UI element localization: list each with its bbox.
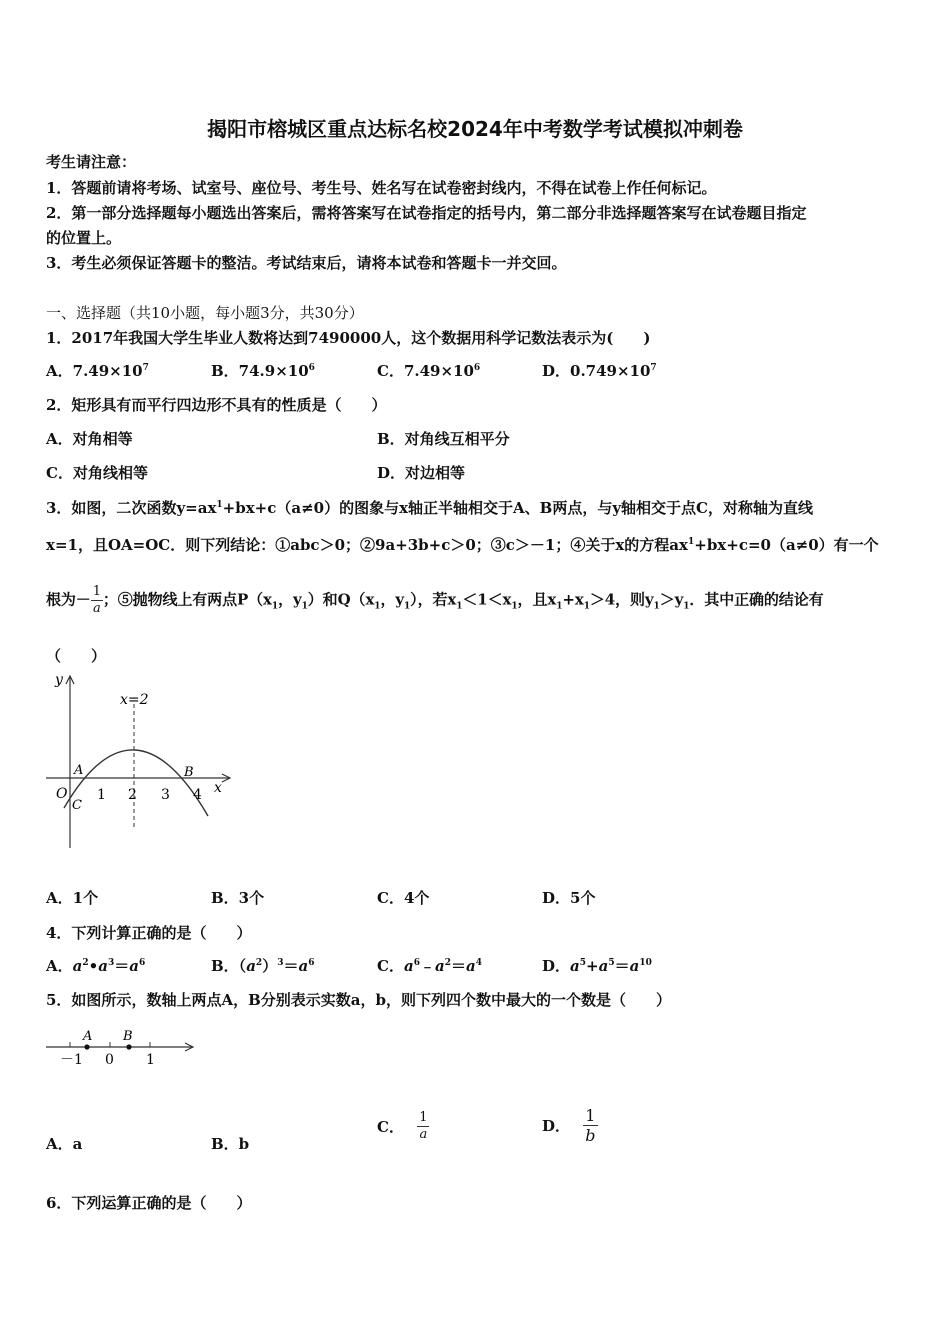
notice-heading: 考生请注意： [46,153,137,171]
q3-option-c: C．4个 [377,889,430,907]
q2-option-b: B．对角线互相平分 [377,430,510,448]
q1-option-c: C．$7.49\times 10^6$ [377,362,481,380]
point-a-dot [84,1044,89,1049]
q3-line-3: 根为－ $\frac{1}{a}$ ；⑤抛物线上有两点$P(x_1$，$y_1$）和$Q(x_1$，$y_1$），若$x_1<1<x_1$，且$x_1+x_1>4$，则$y_1>y_1$．其中正确的结论有 [46,584,824,616]
tick-3: 3 [161,787,170,803]
notice-item-1: 1．答题前请将考场、试室号、座位号、考生号、姓名写在试卷密封线内，不得在试卷上作任何标记。 [46,179,717,197]
q2-option-d: D．对边相等 [377,464,466,482]
q4-option-c: C．$a^6﹣a^2=a^4$ [377,957,482,975]
tick-label-1: 1 [146,1052,155,1068]
q3-line-2: x=1，且OA=OC．则下列结论：①abc＞0；②9a+3b+c＞0；③c＞－1；④关于x的方程$ax^1+bx+c=0(a\ne 0)$有一个 [46,536,879,554]
q1-stem: 1．2017年我国大学生毕业人数将达到7490000人，这个数据用科学记数法表示为( ) [46,329,651,347]
tick-label-0: 0 [105,1052,114,1068]
tick-label-minus-1: －1 [60,1052,83,1068]
point-b-dot [126,1044,131,1049]
q1-option-a: A．$7.49\times 10^7$ [46,362,149,380]
q2-option-a: A．对角相等 [46,430,133,448]
page-title: 揭阳市榕城区重点达标名校2024年中考数学考试模拟冲刺卷 [207,117,743,141]
q5-option-b: B．b [211,1135,250,1153]
q3-option-a: A．1个 [46,889,99,907]
q3-option-b: B．3个 [211,889,265,907]
point-b-label: B [184,765,194,780]
q2-stem: 2．矩形具有而平行四边形不具有的性质是（ ） [46,396,387,414]
q6-stem: 6．下列运算正确的是（ ） [46,1194,252,1212]
symmetry-axis-label: x=2 [120,692,149,708]
fraction-1-over-a: $\frac{1}{a}$ [92,584,101,616]
q5-stem: 5．如图所示，数轴上两点A，B分别表示实数a，b，则下列四个数中最大的一个数是（ ） [46,991,671,1009]
q3-option-d: D．5个 [542,889,596,907]
notice-item-2-cont: 的位置上。 [46,229,122,247]
q5-option-c: C． $\frac{1}{a}$ [377,1110,428,1142]
x-axis-label: x [214,780,222,796]
point-a-label: A [83,1029,93,1044]
notice-item-3: 3．考生必须保证答题卡的整洁。考试结束后，请将本试卷和答题卡一并交回。 [46,254,567,272]
q5-number-line [42,1024,202,1070]
q3-parabola-graph [40,668,240,854]
section-heading: 一、选择题（共10小题，每小题3分，共30分） [46,304,364,322]
q5-option-a: A．a [46,1135,83,1153]
q5-option-d: D． $\frac{1}{b}$ [542,1106,596,1145]
point-c-label: C [72,798,82,813]
q4-option-b: B．$(a^2)^3=a^6$ [211,957,315,975]
q4-option-d: D．$a^5+a^5=a^{10}$ [542,957,652,975]
y-axis-label: y [55,672,63,688]
tick-2: 2 [128,787,137,803]
origin-label: O [56,786,68,802]
q4-option-a: A．$a^2•a^3=a^6$ [46,957,146,975]
q2-option-c: C．对角线相等 [46,464,148,482]
q3-line-1: 3．如图，二次函数$y=ax^1+bx+c(a\ne 0)$的图象与x轴正半轴相交于A、B两点，与y轴相交于点C，对称轴为直线 [46,499,813,517]
point-a-label: A [74,763,84,778]
q3-answer-bracket: （ ） [46,647,107,665]
q4-stem: 4．下列计算正确的是（ ） [46,924,252,942]
notice-item-2: 2．第一部分选择题每小题选出答案后，需将答案写在试卷指定的括号内，第二部分非选择题答案写在试卷题目指定 [46,204,807,222]
parabola-curve [64,750,208,816]
tick-1: 1 [97,787,106,803]
q1-option-d: D．$0.749\times 10^7$ [542,362,657,380]
tick-4: 4 [193,787,202,803]
point-b-label: B [123,1029,133,1044]
q1-option-b: B．$74.9\times 10^6$ [211,362,315,380]
